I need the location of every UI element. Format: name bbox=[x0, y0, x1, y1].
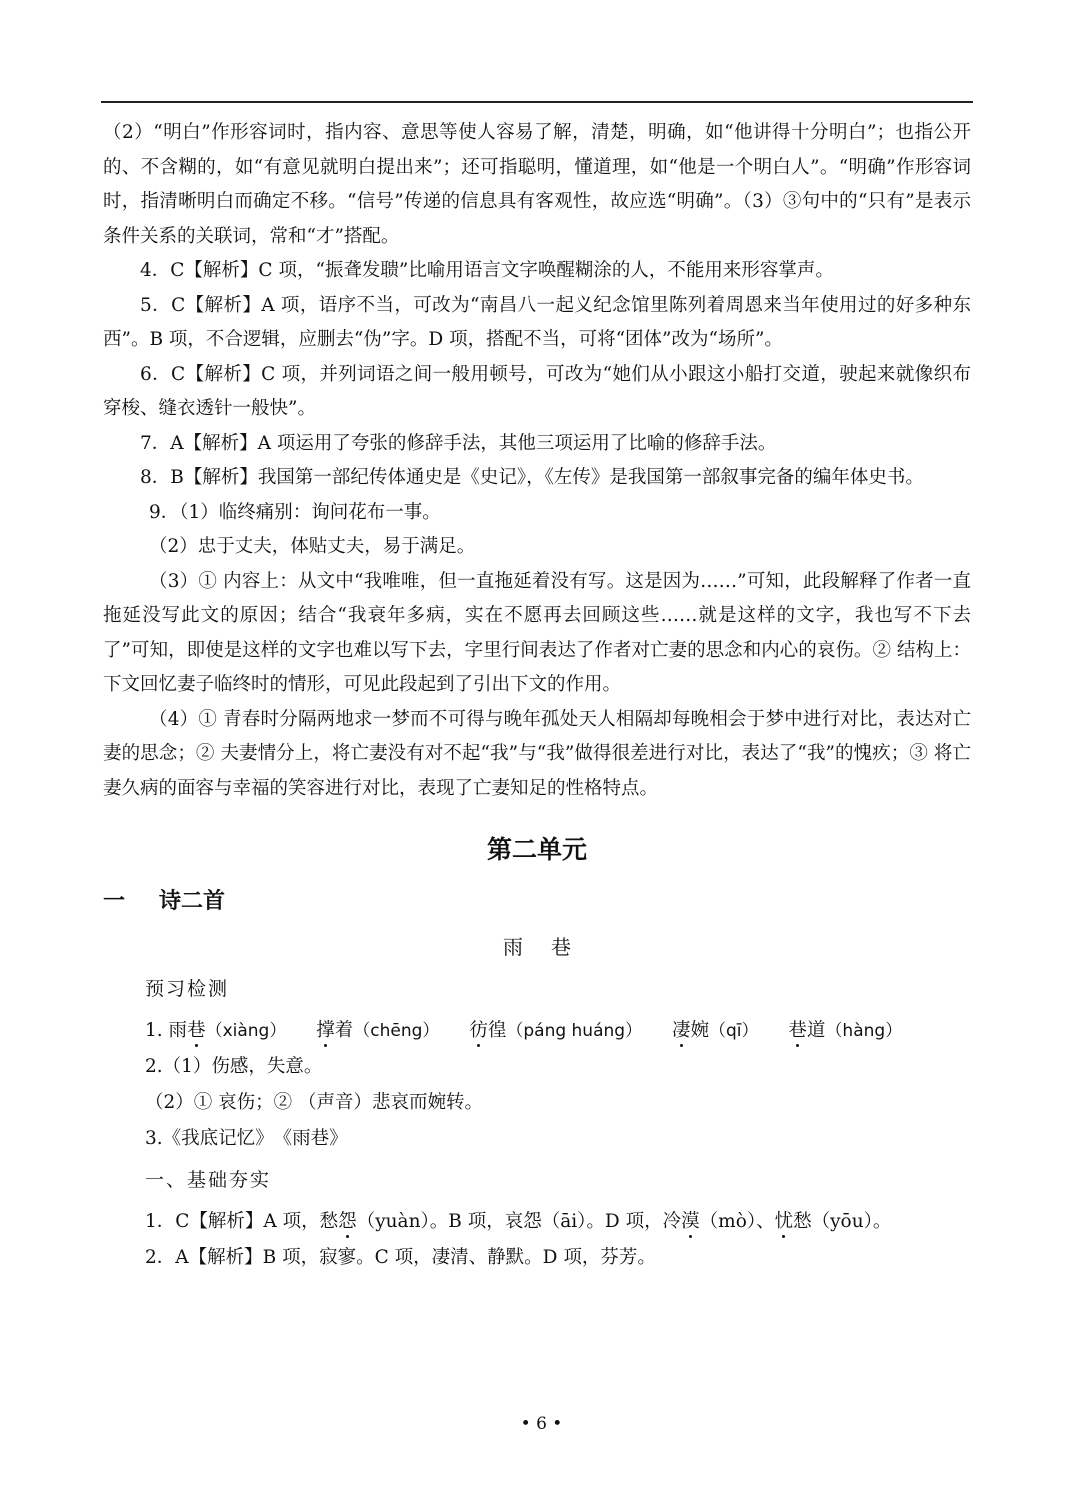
answer-q5: 5．C【解析】A 项，语序不当，可改为“南昌八一起义纪念馆里陈列着周恩来当年使用过的好多种东西”。B 项，不合逻辑，应删去“伪”字。D 项，搭配不当，可将“团体”改为“场所”。 bbox=[103, 294, 971, 350]
vocab-word: 巷道（hàng） bbox=[788, 1020, 903, 1041]
pinyin: （qī） bbox=[709, 1021, 759, 1041]
dotted-char: 漠 bbox=[681, 1211, 700, 1232]
basics-q2: 2．A【解析】B 项，寂寥。C 项，凄清、静默。D 项，芬芳。 bbox=[145, 1247, 656, 1268]
section-name: 诗二首 bbox=[159, 889, 226, 914]
answer-q9-2: （2）忠于丈夫，体贴丈夫，易于满足。 bbox=[149, 536, 476, 557]
preview-heading: 预习检测 bbox=[145, 978, 230, 1000]
dotted-char: 巷 bbox=[187, 1020, 206, 1041]
unit-title: 第二单元 bbox=[486, 835, 587, 864]
basics-q1: 1．C【解析】A 项，愁怨（yuàn）。B 项，哀怨（āi）。D 项，冷漠（mò）、忧愁（yōu）。 bbox=[145, 1211, 892, 1232]
basics-heading: 一、基础夯实 bbox=[145, 1169, 272, 1191]
answer-q7: 7．A【解析】A 项运用了夸张的修辞手法，其他三项运用了比喻的修辞手法。 bbox=[140, 432, 777, 454]
dotted-char: 撑 bbox=[316, 1020, 335, 1041]
preview-item-3: 3.《我底记忆》 《雨巷》 bbox=[145, 1128, 348, 1149]
vocab-word: 雨巷（xiàng） bbox=[168, 1020, 287, 1041]
answer-q9-1: 9．（1）临终痛别：询问花布一事。 bbox=[149, 501, 441, 523]
vocab-word: 凄婉（qī） bbox=[671, 1020, 759, 1041]
dotted-char: 忧 bbox=[774, 1211, 794, 1232]
preview-item-2a: 2.（1）伤感，失意。 bbox=[145, 1056, 323, 1077]
answer-q4: 4．C【解析】C 项，“振聋发聩”比喻用语言文字唤醒糊涂的人，不能用来形容掌声。 bbox=[140, 260, 834, 281]
pinyin: （xiàng） bbox=[205, 1021, 287, 1041]
preview-item-2b: （2）① 哀伤；② （声音）悲哀而婉转。 bbox=[145, 1092, 484, 1113]
dotted-char: 彷 bbox=[469, 1020, 488, 1041]
section-title bbox=[103, 884, 971, 915]
poem-title: 雨巷 bbox=[503, 935, 599, 959]
header-rule bbox=[101, 101, 973, 103]
pinyin: （chēng） bbox=[353, 1021, 440, 1041]
answer-q8: 8．B【解析】我国第一部纪传体通史是《史记》，《左传》是我国第一部叙事完备的编年体史书。 bbox=[140, 467, 924, 488]
page-content bbox=[103, 116, 971, 1276]
page-number: • 6 • bbox=[520, 1414, 563, 1434]
vocab-word: 彷徨（páng huáng） bbox=[469, 1020, 643, 1041]
section-number: 一 bbox=[103, 889, 126, 914]
item-number: 1. bbox=[145, 1020, 163, 1041]
answer-paragraph-2-3: （2）“明白”作形容词时，指内容、意思等使人容易了解，清楚，明确，如“他讲得十分明白”；也指公开的、不含糊的，如“有意见就明白提出来”；还可指聪明，懂道理，如“他是一个明白人”。“明确”作形容词时，指清晰明白而确定不移。“信号”传递的信息具有客观性，故应选“明确”。（3）③句中的“只有”是表示条件关系的关联词，常和“才”搭配。 bbox=[103, 122, 971, 247]
answer-q6: 6．C【解析】C 项，并列词语之间一般用顿号，可改为“她们从小跟这小船打交道，驶起来就像织布穿梭、缝衣透针一般快”。 bbox=[103, 363, 971, 419]
dotted-char: 巷 bbox=[788, 1020, 807, 1041]
pinyin: （hàng） bbox=[825, 1021, 903, 1041]
pinyin: （páng huáng） bbox=[506, 1021, 643, 1041]
preview-item-1 bbox=[103, 1013, 971, 1049]
answer-q9-4: （4）① 青春时分隔两地求一梦而不可得与晚年孤处天人相隔却每晚相会于梦中进行对比，表达对亡妻的思念；② 夫妻情分上，将亡妻没有对不起“我”与“我”做得很差进行对比，表达了“我”的愧疚；③ 将亡妻久病的面容与幸福的笑容进行对比，表现了亡妻知足的性格特点。 bbox=[103, 708, 971, 799]
dotted-char: 怨 bbox=[338, 1211, 357, 1232]
dotted-char: 凄 bbox=[671, 1020, 691, 1041]
answer-q9-3: （3）① 内容上：从文中“我唯唯，但一直拖延着没有写。这是因为……”可知，此段解释了作者一直拖延没写此文的原因；结合“我衰年多病，实在不愿再去回顾这些……就是这样的文字，我也写不下去了”可知，即使是这样的文字也难以写下去，字里行间表达了作者对亡妻的思念和内心的哀伤。② 结构上：下文回忆妻子临终时的情形，可见此段起到了引出下文的作用。 bbox=[103, 570, 971, 695]
vocab-word: 撑着（chēng） bbox=[316, 1020, 440, 1041]
